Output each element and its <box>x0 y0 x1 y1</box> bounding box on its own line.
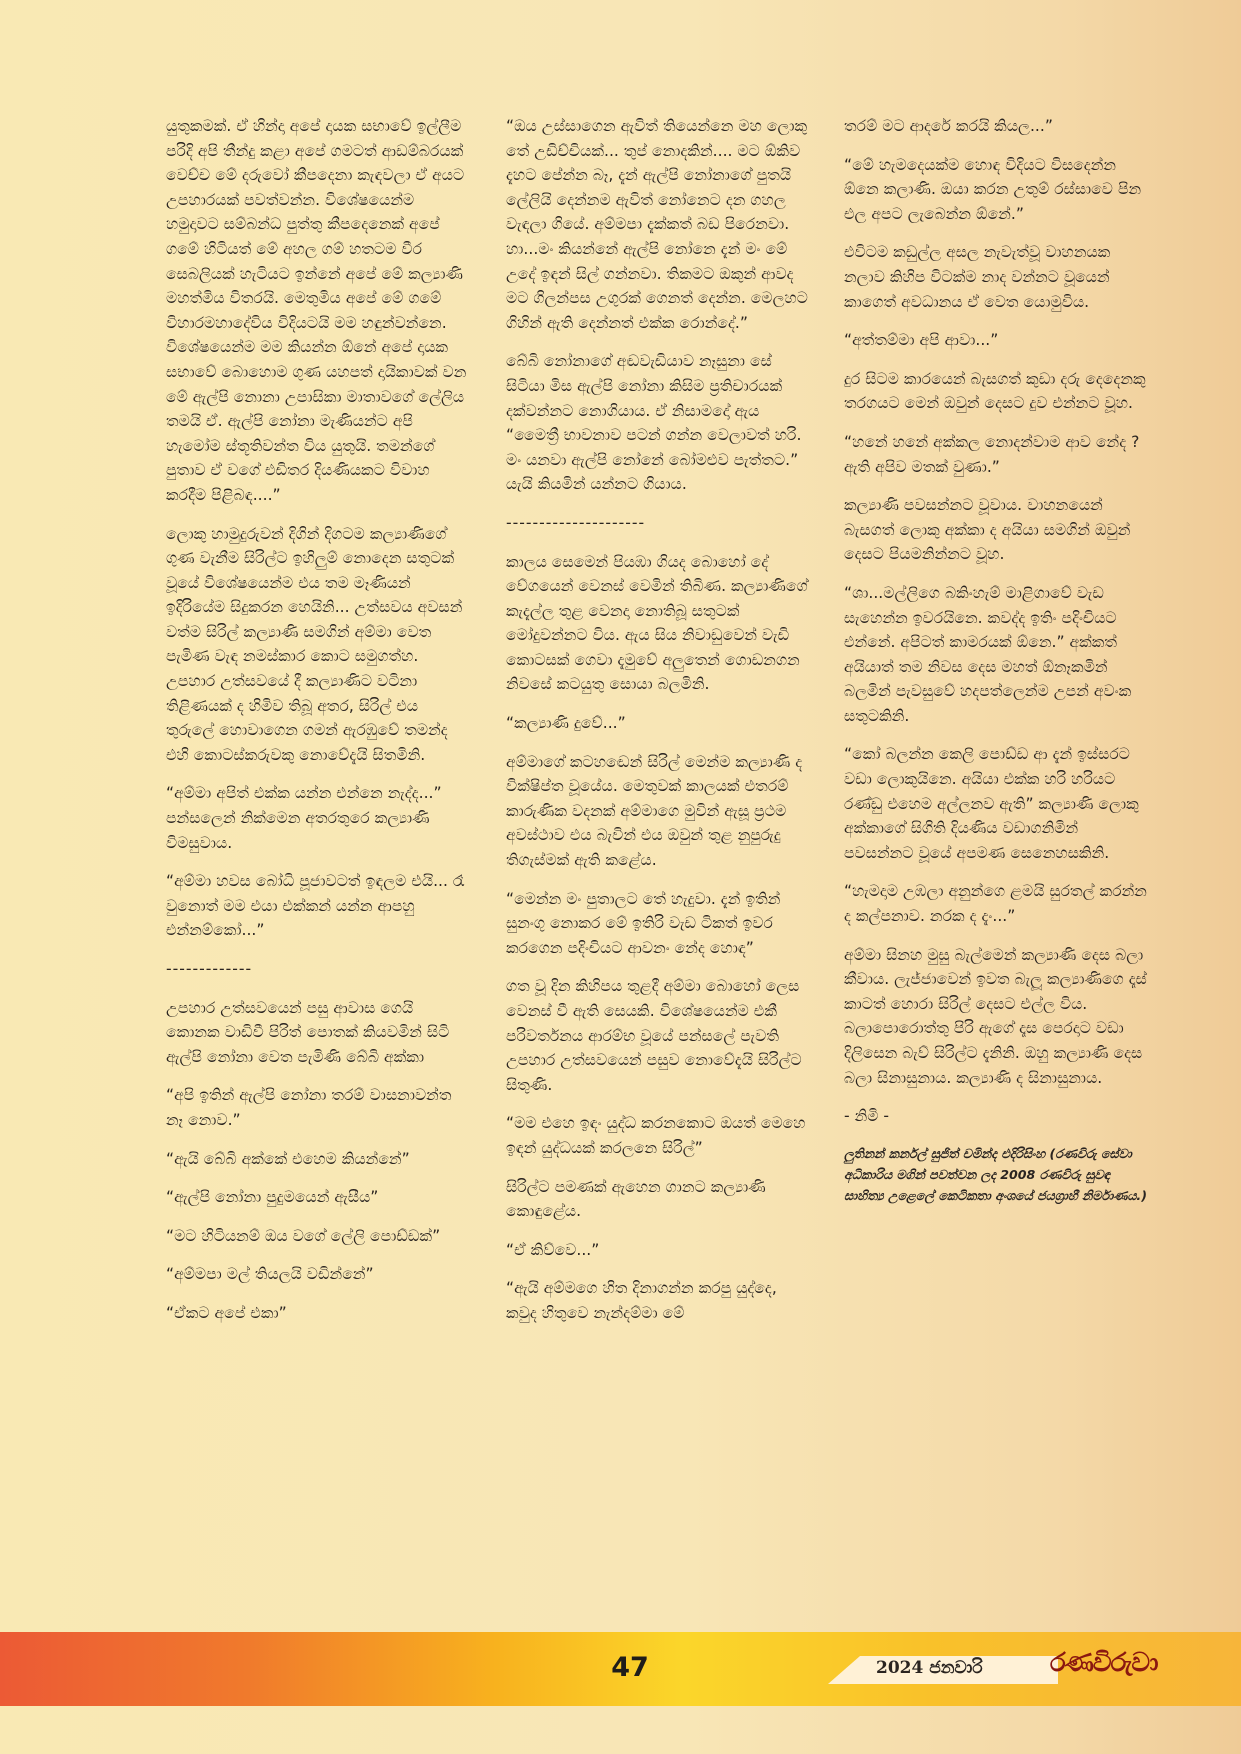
article-column-1 <box>166 114 471 1340</box>
article-paragraph: බේබි නෝනාගේ අඬවැඩියාව නෑසුනා සේ සිටියා මිස ඇල්පි නෝනා කිසිම ප්‍රතිචාරයක් දක්වන්නට නොගියාය. ඒ නිසාමදෝ ඇය “මෛත්‍රී භාවනාව පටන් ගන්න වෙලාවත් හරි. මං යනවා ඇල්පි නෝනේ බෝමළුව පැත්තට.” යැයි කියමින් යන්නට ගියාය. <box>506 352 802 494</box>
article-paragraph: අම්මාගේ කටහඬෙන් සිරිල් මෙන්ම කල්‍යාණි ද වික්ෂිප්ත වූයේය. මෙතුවක් කාලයක් එතරම් කාරුණික වදනක් අම්මාගෙ මුවින් ඇසූ ප්‍රථම අවස්ථාව එය බැවින් එය ඔවුන් තුළ නුපුරුදු තිගැස්මක් ඇති කළේය. <box>506 752 803 870</box>
article-paragraph: “අත්තම්මා අපි ආවා...” <box>844 331 999 350</box>
article-column-3 <box>844 114 1149 1220</box>
issue-date: 2024 ජනවාරි <box>876 1658 983 1678</box>
article-paragraph: ලොකු හාමුදුරුවන් දිගින් දිගටම කල්‍යාණිගේ ගුණ වැනීම සිරිල්ට ඉහිලුම් නොදෙන සතුටක් වූයේ විශේෂයෙන්ම එය තම මෑණියන් ඉදිරියේම සිදුකරන හෙයිනි... උත්සවය අවසන් වත්ම සිරිල් කල්‍යාණි සමගින් අම්මා වෙත පැමිණ වැඳ නමස්කාර කොට සමුගත්හ. උපහාර උත්සවයේ දී කල්‍යාණිට වටිනා තිළිණයක් ද හිමිව තිබූ අතර, සිරිල් එය තුරුලේ හොවාගෙන ගමන් ඇරඹුවේ තමන්ද එහි කොටස්කරුවකු නොවේදැයි සිතමිනි. <box>166 524 463 764</box>
article-paragraph: කාලය සෙමෙන් පියඹා ගියද බොහෝ දේ වේගයෙන් වෙනස් වෙමින් තිබිණ. කල්‍යාණිගේ කැදැල්ල තුළ වෙනදා නොතිබූ සතුටක් මෝදුවන්නට විය. ඇය සිය නිවාඩුවෙන් වැඩි කොටසක් ගෙවා දැමුවේ අලුතෙන් ගොඩනගන නිවසේ කටයුතු සොයා බලමිනි. <box>506 552 808 694</box>
magazine-masthead: රණවිරුවා <box>1050 1648 1158 1678</box>
article-paragraph: “හැමදාම උඹලා අනුන්ගෙ ළමයි සුරතල් කරන්න ද කල්පනාව. නරක ද දැං...” <box>844 882 1147 926</box>
article-paragraph: “ඇයි බේබි අක්කේ එහෙම කියන්නේ” <box>166 1149 410 1168</box>
article-paragraph: “කෝ බලන්න කෙලි පොඩ්ඩ ආ දැන් ඉස්සරට වඩා ලොකුයිනෙ. අයියා එක්ක හරි හරියට රණ්ඩු එහෙම අල්ලනව ඇති” කල්‍යාණි ලොකු අක්කාගේ සිගිති දියණිය වඩාගනිමින් පවසන්නට වූයේ අපමණ සෙනෙහසකිනි. <box>844 745 1139 862</box>
article-paragraph: “මට හිටියනම් ඔය වගේ ලේලි පොඩ්ඩක්” <box>166 1226 441 1245</box>
article-paragraph: දුර සිටම කාරයෙන් බැසගත් කුඩා දරු දෙදෙනකු තරගයට මෙන් ඔවුන් දෙසට දුව එන්නට වූහ. <box>844 369 1146 413</box>
article-paragraph: තරම් මට ආදරේ කරයි කියල...” <box>844 117 1053 135</box>
article-paragraph: “ඇයි අම්මගෙ හිත දිනාගන්න කරපු යුද්දෙ, කවුද හිතුවෙ නැන්දම්මා මේ <box>506 1279 777 1322</box>
article-paragraph: “අම්මා හවස බෝධි පූජාවටත් ඉඳලම එයි... රෑ වුනොත් මම එයා එක්කන් යන්න ආපහු එන්නම්කෝ...” <box>166 872 465 940</box>
article-paragraph: “මෙන්න මං පුතාලට තේ හැදුවා. දැන් ඉතින් සුනංගු නොකර මේ ඉතිරි වැඩ ටිකත් ඉවර කරගෙන පදිංචියට ආවනං නේද හොඳ” <box>506 889 781 957</box>
article-paragraph: - නිමි - <box>844 1107 890 1126</box>
article-paragraph: “කල්‍යාණි දුවේ...” <box>506 714 626 733</box>
article-paragraph: “ඔය උස්සාගෙන ඇවිත් තියෙන්නෙ මහ ලොකු තේ උඩිච්චියක්... තුප් නොදකින්.... මට ඕකිව දැහට පේන්න බෑ, දැන් ඇල්පි නෝනාගේ පුතයි ලේලියි දෙන්නම ඇවිත් නෝනෙට දන ගහල වැඳලා ගියේ. අම්මපා දැක්කත් බඩ පිරෙනවා. හා...මං කියන්නේ ඇල්පි නෝනෙ දැන් මං මේ උදේ ඉඳන් සිල් ගන්නවා. තිකමට ඔකුන් ආවද මට ගිලන්පස උගුරක් ගෙනත් දෙන්න. මෙලහට ගිහින් ඇති දෙන්නත් එක්ක රොන්දේ.” <box>506 117 808 332</box>
article-paragraph: “ඒ කිව්වෙ...” <box>506 1240 600 1259</box>
article-paragraph: අම්මා සිනහ මුසු බැල්මෙන් කල්‍යාණි දෙස බලා කීවාය. ලැජ්ජාවෙන් ඉවත බැලූ කල්‍යාණිගෙ දෑස් කාටත් හොරා සිරිල් දෙසට එල්ල විය. බලාපොරොත්තු පිරි ඇගේ දෑස පෙරදාට වඩා දිලිසෙන බැව් සිරිල්ට දැනිනි. ඔහු කල්‍යාණි දෙස බලා සිනාසුනාය. කල්‍යාණි ද සිනාසුනාය. <box>844 945 1147 1087</box>
article-paragraph: සිරිල්ට පමණක් ඇහෙන ගානට කල්‍යාණි කොඳුළේය. <box>506 1177 766 1221</box>
author-credit: ලුතිනන් කර්නල් සුජිත් චමින්ද එදිරිසිංහ (රණවිරු සේවා අධිකාරිය මගින් පවත්වන ලද 2008 රණවිරු සුවඳ සාහිත්‍ය උළෙලේ කෙටිකතා අංශයේ ජයග්‍රාහී නිර්මාණය.) <box>844 1145 1147 1203</box>
article-paragraph: යුතුකමක්. ඒ හින්දා අපේ දායක සභාවේ ඉල්ලීම පරිදි අපි තීන්දු කළා අපේ ගමටත් ආඩම්බරයක් වෙච්ච මේ දරුවෝ කීපදෙනා කැඳවලා ඒ අයට උපහාරයක් පවත්වන්න. විශේෂයෙන්ම හමුදාවට සම්බන්ධ පුත්තු කීපදෙනෙක් අපේ ගමේ හිටියත් මේ අහල ගම් හතටම වීර සෙබලියක් හැටියට ඉන්නේ අපේ මේ කල්‍යාණි මහත්මිය විතරයි. මෙතුමිය අපේ මේ ගමේ විහාරමහාදේවිය විදියටයි මම හඳුන්වන්නෙ. විශේෂයෙන්ම මම කියන්න ඕනේ අපේ දායක සභාවේ බොහොම ගුණ යහපත් දායිකාවක් වන මේ ඇල්පි නොනා උපාසිකා මාතාවගේ ලේලිය තමයි ඒ. ඇල්පි නෝනා මැණියන්ට අපි හැමෝම ස්තූතිවන්ත විය යුතුයි. තමන්ගේ පුතාව ඒ වගේ එඩිතර දියණියකට විවාහ කරදීම පිළිබඳ....” <box>166 117 467 504</box>
article-paragraph: ගත වූ දින කිහිපය තුළදී අම්මා බොහෝ ලෙස වෙනස් වී ඇති සෙයකි. විශේෂයෙන්ම එකී පරිවර්තනය ආරම්භ වූයේ පන්සලේ පැවති උපහාර උත්සවයෙන් පසුව නොවේදැයි සිරිල්ට සිතුණි. <box>506 977 802 1094</box>
article-paragraph: එවිටම කඩුල්ල අසල නැවැත්වූ වාහනයක නලාව කිහිප විටක්ම නාද වන්නට වූයෙන් කාගෙත් අවධානය ඒ වෙත යොමුවිය. <box>844 243 1111 311</box>
article-paragraph: “ශා...මල්ලිගෙ බකිංහැම් මාළිගාවේ වැඩ සැහෙන්න ඉවරයිනෙ. කවද්ද ඉතිං පදිංචියට එන්නේ. අපිටත් කාමරයක් ඕනෙ.” අක්කත් අයියාත් තම නිවස දෙස මහත් ඕනෑකමින් බලමින් පැවසුවේ හදපත්ලෙන්ම උපන් අවංක සතුටකිනි. <box>844 583 1132 725</box>
article-paragraph: කල්‍යාණි පවසන්නට වූවාය. වාහනයෙන් බැසගත් ලොකු අක්කා ද අයියා සමගින් ඔවුන් දෙසට පියමනින්නට වූහ. <box>844 496 1131 564</box>
page-number: 47 <box>611 1652 649 1683</box>
article-paragraph: “අම්මා අපිත් එක්ක යන්න එන්නෙ නැද්ද...” පන්සලෙන් නික්මෙන අතරතුරෙ කල්‍යාණි විමසුවාය. <box>166 784 442 852</box>
article-paragraph: “අම්මපා මල් තියලයි වඩින්නේ” <box>166 1265 374 1284</box>
article-paragraph: “ඇල්පි නෝනා පුදුමයෙන් ඇසීය” <box>166 1188 379 1207</box>
article-paragraph: “මම එහෙ ඉඳං යුද්ධ කරනකොට ඔයත් මෙහෙ ඉඳන් යුද්ධයක් කරලනෙ සිරිල්” <box>506 1114 806 1157</box>
section-separator: --------------------- <box>506 513 646 532</box>
article-paragraph: “ඒකට අපේ එකා” <box>166 1303 287 1322</box>
section-separator: ------------- <box>166 960 253 978</box>
article-paragraph: “මේ හැමදෙයක්ම හොඳ විදියට විසදෙන්න ඕනෙ කලාණි. ඔයා කරන උතුම් රස්සාවෙ පින එල අපට ලැබෙන්න ඕනේ.” <box>844 155 1142 223</box>
article-paragraph: උපහාර උත්සවයෙන් පසු ආවාස ගෙයි කොනක වාඩිවී පිරිත් පොතක් කියවමින් සිටි ඇල්පි නෝනා වෙත පැමිණි බේබි අක්කා <box>166 998 450 1066</box>
article-column-2 <box>506 114 811 1340</box>
article-paragraph: “හනේ හනේ අක්කල නොදන්වාම ආව නේද ? ඇති අපිව මතක් වුණා.” <box>844 432 1140 476</box>
article-paragraph: “අපි ඉතින් ඇල්පි නෝනා තරම් වාසනාවන්ත නෑ නොව.” <box>166 1086 452 1129</box>
